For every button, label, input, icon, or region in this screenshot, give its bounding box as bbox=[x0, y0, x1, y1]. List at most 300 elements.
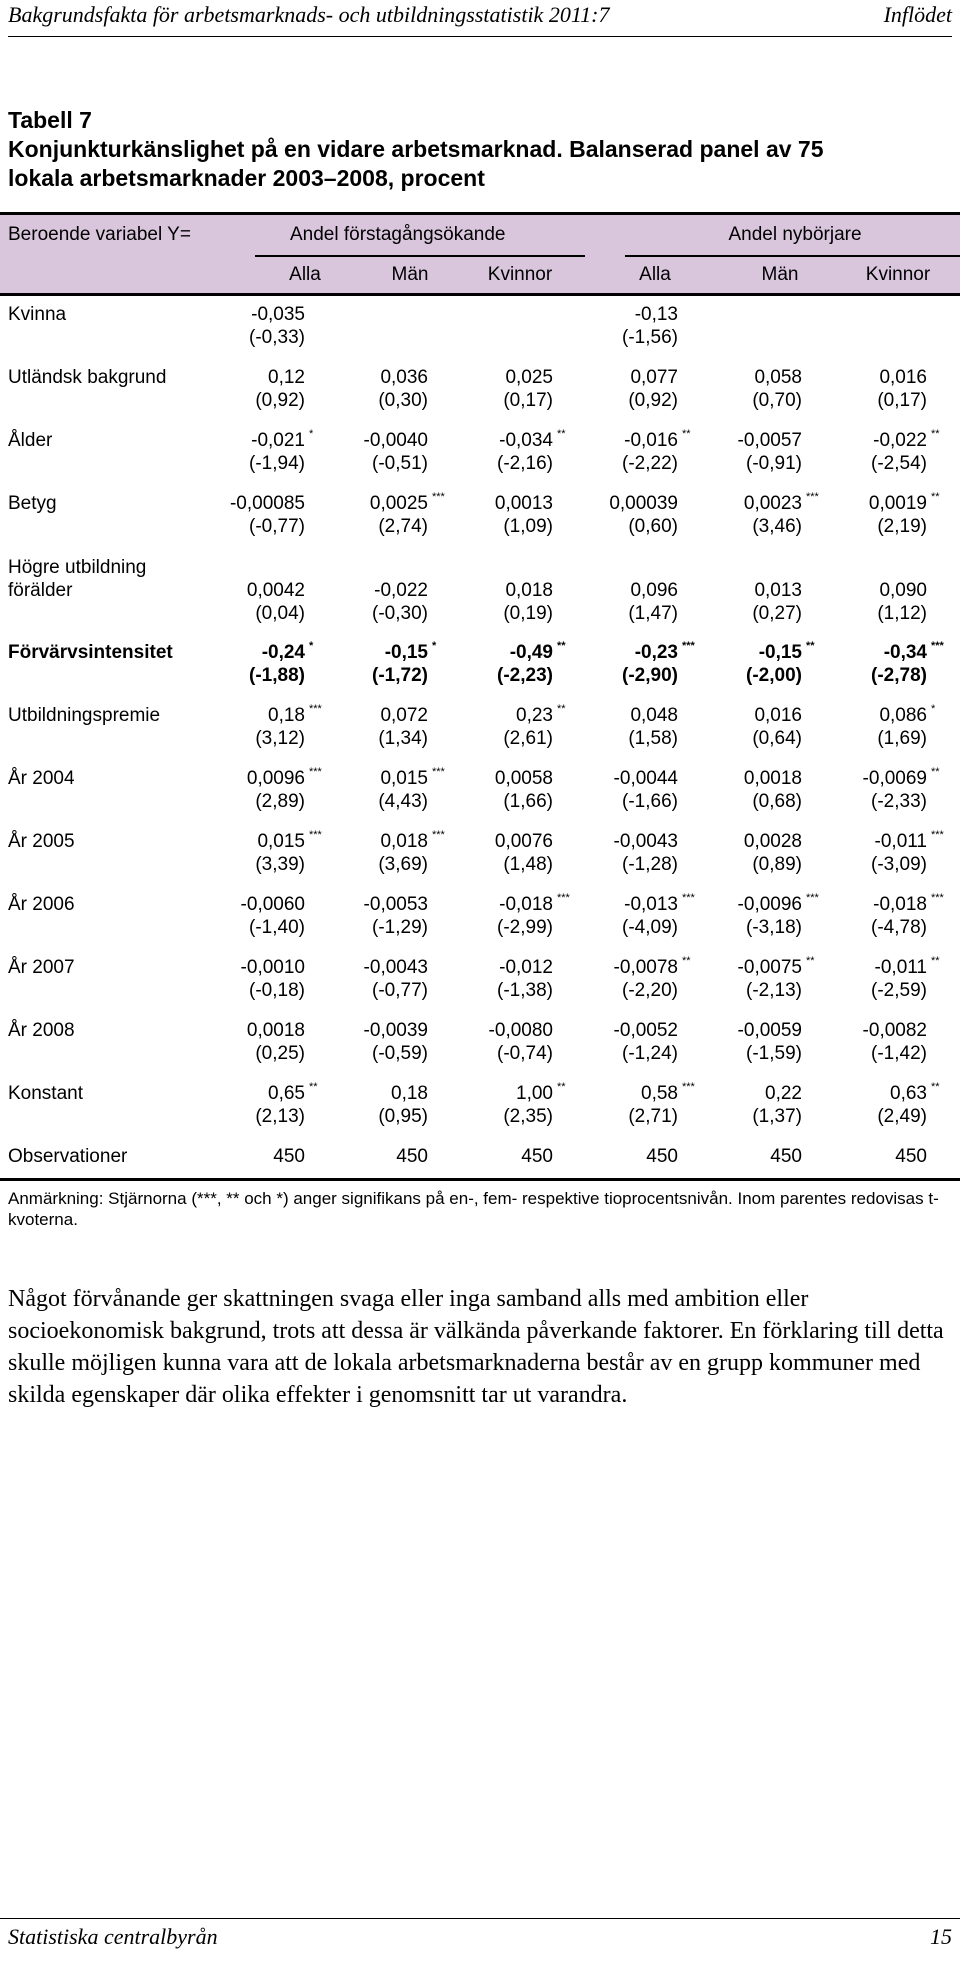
coefficient-value: 450 bbox=[895, 1146, 927, 1167]
column-header: Män bbox=[391, 264, 429, 285]
t-statistic: (0,70) bbox=[752, 390, 802, 411]
coefficient-value: 0,65 bbox=[268, 1083, 305, 1104]
coefficient-value: 0,22 bbox=[765, 1083, 802, 1104]
group-underline-2 bbox=[625, 255, 960, 257]
significance-stars: *** bbox=[806, 491, 819, 503]
coefficient-value: -0,013 bbox=[624, 894, 678, 915]
table-cell bbox=[308, 640, 437, 687]
row-label-line: Konstant bbox=[8, 1083, 83, 1104]
t-statistic bbox=[807, 326, 927, 349]
table-cell bbox=[807, 1019, 927, 1065]
coefficient-value: 0,0018 bbox=[743, 768, 802, 789]
t-statistic: (-0,77) bbox=[249, 516, 305, 537]
row-label-line: Ålder bbox=[8, 430, 53, 451]
significance-stars: *** bbox=[432, 766, 445, 778]
footer-rule bbox=[0, 1918, 960, 1919]
coefficient-value: -0,011 bbox=[874, 831, 927, 852]
table-cell bbox=[185, 1081, 318, 1128]
significance-stars: ** bbox=[931, 1081, 940, 1093]
coefficient-value bbox=[308, 303, 428, 326]
t-statistic: (2,89) bbox=[255, 791, 305, 812]
t-statistic: (-1,56) bbox=[622, 327, 678, 348]
coefficient-value: 0,0019 bbox=[868, 493, 927, 514]
table-cell bbox=[308, 579, 428, 625]
table-cell bbox=[433, 579, 553, 625]
row-label-line: År 2008 bbox=[8, 1020, 75, 1041]
significance-stars: *** bbox=[682, 892, 695, 904]
table-cell bbox=[682, 830, 802, 876]
coefficient-value: -0,0044 bbox=[613, 768, 678, 789]
table-cell bbox=[807, 1145, 927, 1191]
t-statistic: (-2,33) bbox=[871, 791, 927, 812]
coefficient-value: 0,077 bbox=[630, 367, 678, 388]
coefficient-value bbox=[433, 303, 553, 326]
table-cell bbox=[308, 491, 445, 538]
table-cell bbox=[558, 1145, 678, 1191]
t-statistic: (-2,16) bbox=[497, 453, 553, 474]
t-statistic: (-1,66) bbox=[622, 791, 678, 812]
t-statistic: (-1,40) bbox=[249, 917, 305, 938]
table-cell bbox=[433, 492, 553, 538]
coefficient-value: 0,63 bbox=[890, 1083, 927, 1104]
t-statistic: (1,34) bbox=[378, 728, 428, 749]
significance-stars: ** bbox=[931, 491, 940, 503]
coefficient-value: 0,58 bbox=[641, 1083, 678, 1104]
t-statistic: (3,39) bbox=[255, 854, 305, 875]
table-cell bbox=[558, 830, 678, 876]
coefficient-value: 0,12 bbox=[268, 367, 305, 388]
coefficient-value: -0,15 bbox=[758, 642, 802, 663]
table-cell bbox=[682, 704, 802, 750]
table-caption-line-1: Konjunkturkänslighet på en vidare arbetsmarknad. Balanserad panel av 75 bbox=[8, 136, 824, 162]
coefficient-value: -0,016 bbox=[624, 430, 678, 451]
significance-stars: ** bbox=[557, 703, 566, 715]
coefficient-value: -0,0039 bbox=[363, 1020, 428, 1041]
t-statistic: (1,09) bbox=[503, 516, 553, 537]
table-number: Tabell 7 bbox=[8, 107, 92, 133]
t-statistic: (-2,13) bbox=[746, 980, 802, 1001]
t-statistic: (0,30) bbox=[378, 390, 428, 411]
table-cell bbox=[433, 1081, 566, 1128]
table-caption-line-2: lokala arbetsmarknader 2003–2008, procent bbox=[8, 165, 485, 191]
coefficient-value: -0,0010 bbox=[240, 957, 305, 978]
t-statistic: (0,92) bbox=[628, 390, 678, 411]
coefficient-value: -0,0060 bbox=[240, 894, 305, 915]
significance-stars: * bbox=[931, 703, 936, 715]
page-number: 15 bbox=[930, 1924, 952, 1949]
coefficient-value: -0,00085 bbox=[229, 493, 305, 514]
coefficient-value: -0,035 bbox=[251, 304, 305, 325]
table-cell bbox=[682, 640, 815, 687]
coefficient-value: 0,086 bbox=[879, 705, 927, 726]
table-cell bbox=[308, 829, 445, 876]
significance-stars: ** bbox=[931, 766, 940, 778]
table-cell bbox=[682, 955, 815, 1002]
coefficient-value: -0,0082 bbox=[862, 1020, 927, 1041]
coefficient-value: 0,0058 bbox=[494, 768, 553, 789]
t-statistic: (0,27) bbox=[752, 603, 802, 624]
significance-stars: ** bbox=[557, 1081, 566, 1093]
coefficient-value: 0,048 bbox=[630, 705, 678, 726]
t-statistic: (-2,22) bbox=[622, 453, 678, 474]
table-cell bbox=[185, 829, 322, 876]
coefficient-value: 450 bbox=[770, 1146, 802, 1167]
t-statistic: (-0,91) bbox=[746, 453, 802, 474]
t-statistic: (2,61) bbox=[503, 728, 553, 749]
t-statistic: (3,12) bbox=[255, 728, 305, 749]
table-cell bbox=[558, 955, 691, 1002]
coefficient-value: -0,0078 bbox=[613, 957, 678, 978]
significance-stars: ** bbox=[682, 428, 691, 440]
t-statistic: (0,19) bbox=[503, 603, 553, 624]
coefficient-value: 0,18 bbox=[268, 705, 305, 726]
t-statistic: (2,19) bbox=[877, 516, 927, 537]
row-label-line: År 2004 bbox=[8, 768, 75, 789]
significance-stars: *** bbox=[309, 703, 322, 715]
table-cell bbox=[558, 366, 678, 412]
table-cell bbox=[682, 303, 802, 349]
table-cell bbox=[433, 703, 566, 750]
t-statistic: (2,13) bbox=[255, 1106, 305, 1127]
table-cell bbox=[682, 892, 819, 939]
t-statistic: (1,48) bbox=[503, 854, 553, 875]
t-statistic: (-2,78) bbox=[871, 665, 927, 686]
row-label-line: Betyg bbox=[8, 493, 57, 514]
table-cell bbox=[682, 579, 802, 625]
t-statistic: (1,69) bbox=[877, 728, 927, 749]
table-cell bbox=[308, 303, 428, 349]
coefficient-value: -0,022 bbox=[374, 580, 428, 601]
table-cell bbox=[807, 491, 940, 538]
t-statistic: (-0,18) bbox=[249, 980, 305, 1001]
table-cell bbox=[185, 640, 314, 687]
t-statistic: (1,12) bbox=[877, 603, 927, 624]
t-statistic: (-1,59) bbox=[746, 1043, 802, 1064]
row-label-line: Kvinna bbox=[8, 304, 67, 325]
table-cell bbox=[185, 366, 305, 412]
coefficient-value: -0,0069 bbox=[862, 768, 927, 789]
table-cell bbox=[433, 640, 566, 687]
table-cell bbox=[185, 428, 314, 475]
coefficient-value: 0,0023 bbox=[743, 493, 802, 514]
body-paragraph: Något förvånande ger skattningen svaga eller inga samband alls med ambition eller socioekonomisk bakgrund, trots att dessa är välkända påverkande faktorer. En förklaring till detta skulle möjligen kunna vara att de lokala arbetsmarknaderna består av en grupp kommuner med skilda egenskaper där olika effekter i genomsnitt tar ut varandra. bbox=[8, 1286, 944, 1408]
coefficient-value: -0,0052 bbox=[613, 1020, 678, 1041]
t-statistic: (-1,28) bbox=[622, 854, 678, 875]
coefficient-value bbox=[682, 303, 802, 326]
t-statistic: (-1,94) bbox=[249, 453, 305, 474]
table-cell bbox=[807, 579, 927, 625]
running-header bbox=[8, 2, 952, 37]
running-header-section: Inflödet bbox=[883, 2, 952, 27]
t-statistic: (-0,30) bbox=[372, 603, 428, 624]
row-label-line: förälder bbox=[8, 580, 73, 601]
significance-stars: *** bbox=[432, 829, 445, 841]
coefficient-value: -0,13 bbox=[634, 304, 678, 325]
table-cell bbox=[558, 1081, 695, 1128]
significance-stars: ** bbox=[682, 955, 691, 967]
t-statistic: (3,46) bbox=[752, 516, 802, 537]
significance-stars: *** bbox=[806, 892, 819, 904]
table-cell bbox=[682, 429, 802, 475]
coefficient-value: 1,00 bbox=[516, 1083, 553, 1104]
table-cell bbox=[807, 892, 944, 939]
coefficient-value: 0,00039 bbox=[609, 493, 678, 514]
table-cell bbox=[433, 366, 553, 412]
significance-stars: *** bbox=[432, 491, 445, 503]
coefficient-value: -0,0075 bbox=[737, 957, 802, 978]
table-cell bbox=[682, 1145, 802, 1191]
coefficient-value: -0,018 bbox=[499, 894, 553, 915]
t-statistic: (-1,42) bbox=[871, 1043, 927, 1064]
column-header: Alla bbox=[289, 264, 321, 285]
t-statistic: (0,92) bbox=[255, 390, 305, 411]
t-statistic: (-4,09) bbox=[622, 917, 678, 938]
table-cell bbox=[185, 956, 305, 1002]
table-cell bbox=[558, 767, 678, 813]
t-statistic: (-1,38) bbox=[497, 980, 553, 1001]
table-cell bbox=[558, 640, 695, 687]
coefficient-value: -0,0043 bbox=[363, 957, 428, 978]
coefficient-value: 0,0076 bbox=[494, 831, 553, 852]
t-statistic: (-0,77) bbox=[372, 980, 428, 1001]
coefficient-value: 450 bbox=[273, 1146, 305, 1167]
table-cell bbox=[185, 492, 305, 538]
t-statistic: (-2,23) bbox=[497, 665, 553, 686]
t-statistic: (2,74) bbox=[378, 516, 428, 537]
coefficient-value: -0,018 bbox=[873, 894, 927, 915]
table-cell bbox=[682, 1082, 802, 1128]
table-cell bbox=[308, 704, 428, 750]
table-cell bbox=[185, 766, 322, 813]
significance-stars: *** bbox=[309, 766, 322, 778]
row-label-line: Högre utbildning bbox=[8, 557, 147, 578]
t-statistic: (0,17) bbox=[503, 390, 553, 411]
table-cell bbox=[185, 703, 322, 750]
coefficient-value: 0,23 bbox=[516, 705, 553, 726]
significance-stars: *** bbox=[557, 892, 570, 904]
t-statistic bbox=[308, 326, 428, 349]
t-statistic: (1,37) bbox=[752, 1106, 802, 1127]
t-statistic: (1,58) bbox=[628, 728, 678, 749]
significance-stars: ** bbox=[806, 640, 815, 652]
coefficient-value: 0,016 bbox=[754, 705, 802, 726]
t-statistic: (-1,72) bbox=[372, 665, 428, 686]
table-header-rule bbox=[0, 293, 960, 296]
coefficient-value: 0,072 bbox=[380, 705, 428, 726]
table-cell bbox=[433, 1019, 553, 1065]
table-cell bbox=[433, 830, 553, 876]
table-cell bbox=[185, 1145, 305, 1191]
coefficient-value: -0,034 bbox=[499, 430, 553, 451]
column-header: Kvinnor bbox=[487, 264, 553, 285]
coefficient-value: -0,49 bbox=[509, 642, 553, 663]
table-cell bbox=[185, 1019, 305, 1065]
table-cell bbox=[558, 303, 678, 349]
significance-stars: * bbox=[432, 640, 437, 652]
t-statistic: (-0,74) bbox=[497, 1043, 553, 1064]
t-statistic: (2,71) bbox=[628, 1106, 678, 1127]
significance-stars: ** bbox=[931, 428, 940, 440]
coefficient-value: -0,021 bbox=[251, 430, 305, 451]
footer-publisher: Statistiska centralbyrån bbox=[8, 1924, 218, 1949]
table-cell bbox=[433, 428, 566, 475]
table-cell bbox=[558, 492, 678, 538]
coefficient-value: -0,022 bbox=[873, 430, 927, 451]
coefficient-value: 0,018 bbox=[505, 580, 553, 601]
table-cell bbox=[558, 1019, 678, 1065]
t-statistic: (0,89) bbox=[752, 854, 802, 875]
significance-stars: *** bbox=[931, 892, 944, 904]
column-header: Alla bbox=[639, 264, 671, 285]
table-cell bbox=[807, 766, 940, 813]
coefficient-value: 0,018 bbox=[380, 831, 428, 852]
t-statistic: (2,35) bbox=[503, 1106, 553, 1127]
t-statistic: (0,95) bbox=[378, 1106, 428, 1127]
table-cell bbox=[558, 892, 695, 939]
table-cell bbox=[558, 428, 691, 475]
table-cell bbox=[682, 1019, 802, 1065]
table-cell bbox=[185, 579, 305, 625]
t-statistic: (2,49) bbox=[877, 1106, 927, 1127]
row-label-line: Utländsk bakgrund bbox=[8, 367, 167, 388]
significance-stars: * bbox=[309, 428, 314, 440]
coefficient-value: -0,0080 bbox=[488, 1020, 553, 1041]
coefficient-value: 0,0028 bbox=[743, 831, 802, 852]
significance-stars: *** bbox=[931, 829, 944, 841]
table-cell bbox=[308, 366, 428, 412]
coefficient-value: 0,013 bbox=[754, 580, 802, 601]
table-cell bbox=[308, 766, 445, 813]
table-cell bbox=[433, 303, 553, 349]
coefficient-value bbox=[807, 303, 927, 326]
t-statistic: (0,64) bbox=[752, 728, 802, 749]
t-statistic: (-2,20) bbox=[622, 980, 678, 1001]
coefficient-value: -0,0043 bbox=[613, 831, 678, 852]
t-statistic: (-1,88) bbox=[249, 665, 305, 686]
column-header: Kvinnor bbox=[865, 264, 931, 285]
table-cell bbox=[308, 1145, 428, 1191]
table-cell bbox=[807, 1081, 940, 1128]
table-cell bbox=[185, 893, 305, 939]
table-cell bbox=[807, 955, 940, 1002]
dependent-variable-label: Beroende variabel Y= bbox=[8, 224, 191, 245]
coefficient-value: -0,0096 bbox=[737, 894, 802, 915]
table-cell bbox=[807, 703, 936, 750]
significance-stars: ** bbox=[931, 955, 940, 967]
row-label-line: År 2007 bbox=[8, 957, 75, 978]
row-label-line: År 2005 bbox=[8, 831, 75, 852]
significance-stars: ** bbox=[557, 428, 566, 440]
coefficient-value: 0,036 bbox=[380, 367, 428, 388]
coefficient-value: 0,090 bbox=[879, 580, 927, 601]
t-statistic: (-0,33) bbox=[249, 327, 305, 348]
table-cell bbox=[682, 366, 802, 412]
coefficient-value: 450 bbox=[396, 1146, 428, 1167]
table-cell bbox=[682, 491, 819, 538]
row-label-line: Utbildningspremie bbox=[8, 705, 161, 726]
t-statistic: (0,68) bbox=[752, 791, 802, 812]
t-statistic: (0,17) bbox=[877, 390, 927, 411]
row-label-line: År 2006 bbox=[8, 894, 75, 915]
table-cell bbox=[308, 1082, 428, 1128]
table-cell bbox=[807, 428, 940, 475]
table-cell bbox=[308, 429, 428, 475]
coefficient-value: 0,016 bbox=[879, 367, 927, 388]
t-statistic: (1,66) bbox=[503, 791, 553, 812]
coefficient-value: 0,025 bbox=[505, 367, 553, 388]
t-statistic: (-1,29) bbox=[372, 917, 428, 938]
t-statistic bbox=[682, 326, 802, 349]
coefficient-value: -0,012 bbox=[499, 957, 553, 978]
table-cell bbox=[433, 1145, 553, 1191]
coefficient-value: 0,015 bbox=[380, 768, 428, 789]
t-statistic: (3,69) bbox=[378, 854, 428, 875]
coefficient-value: 0,0013 bbox=[494, 493, 553, 514]
t-statistic: (-4,78) bbox=[871, 917, 927, 938]
t-statistic: (-2,99) bbox=[497, 917, 553, 938]
significance-stars: ** bbox=[309, 1081, 318, 1093]
coefficient-value: 0,0042 bbox=[246, 580, 305, 601]
coefficient-value: 0,0025 bbox=[369, 493, 428, 514]
t-statistic: (4,43) bbox=[378, 791, 428, 812]
coefficient-value: 0,058 bbox=[754, 367, 802, 388]
column-header: Män bbox=[761, 264, 799, 285]
table-cell bbox=[807, 829, 944, 876]
group-header-beginners: Andel nybörjare bbox=[728, 224, 862, 245]
running-header-title: Bakgrundsfakta för arbetsmarknads- och utbildningsstatistik 2011:7 bbox=[8, 2, 610, 27]
t-statistic: (-2,54) bbox=[871, 453, 927, 474]
coefficient-value: -0,24 bbox=[261, 642, 305, 663]
table-title bbox=[8, 106, 928, 193]
table-cell bbox=[558, 704, 678, 750]
coefficient-value: 0,18 bbox=[391, 1083, 428, 1104]
table-cell bbox=[185, 303, 305, 349]
table-cell bbox=[558, 579, 678, 625]
table-cell bbox=[433, 892, 570, 939]
table-cell bbox=[807, 303, 927, 349]
t-statistic: (-3,18) bbox=[746, 917, 802, 938]
coefficient-value: 450 bbox=[521, 1146, 553, 1167]
coefficient-value: -0,23 bbox=[634, 642, 678, 663]
significance-stars: * bbox=[309, 640, 314, 652]
coefficient-value: -0,0053 bbox=[363, 894, 428, 915]
t-statistic: (-2,00) bbox=[746, 665, 802, 686]
coefficient-value: -0,15 bbox=[384, 642, 428, 663]
coefficient-value: 0,0018 bbox=[246, 1020, 305, 1041]
significance-stars: *** bbox=[682, 1081, 695, 1093]
coefficient-value: -0,0057 bbox=[737, 430, 802, 451]
table-cell bbox=[308, 1019, 428, 1065]
t-statistic: (0,25) bbox=[255, 1043, 305, 1064]
significance-stars: ** bbox=[557, 640, 566, 652]
coefficient-value: -0,34 bbox=[883, 642, 927, 663]
table-cell bbox=[807, 366, 927, 412]
t-statistic: (1,47) bbox=[628, 603, 678, 624]
table-bottom-rule bbox=[0, 1178, 960, 1181]
table-note: Anmärkning: Stjärnorna (***, ** och *) anger signifikans på en-, fem- respektive tioprocentsnivån. Inom parentes redovisas t-kvoterna. bbox=[8, 1189, 939, 1229]
significance-stars: *** bbox=[931, 640, 944, 652]
page-footer bbox=[8, 1924, 952, 1950]
coefficient-value: 450 bbox=[646, 1146, 678, 1167]
coefficient-value: 0,0096 bbox=[246, 768, 305, 789]
table-cell bbox=[682, 767, 802, 813]
significance-stars: *** bbox=[309, 829, 322, 841]
coefficient-value: 0,096 bbox=[630, 580, 678, 601]
group-underline-1 bbox=[255, 255, 585, 257]
t-statistic: (-0,59) bbox=[372, 1043, 428, 1064]
t-statistic: (-0,51) bbox=[372, 453, 428, 474]
table-cell bbox=[308, 956, 428, 1002]
